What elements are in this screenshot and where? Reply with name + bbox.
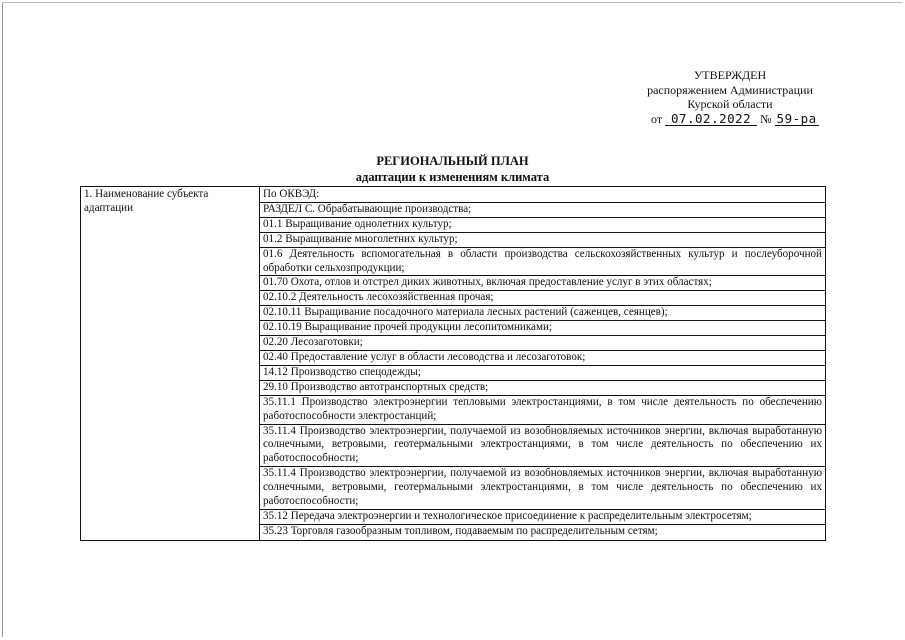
date-prefix: от <box>651 112 663 126</box>
list-item: 35.11.1 Производство электроэнергии тепловыми электростанциями, в том числе деятельность по обеспечению работоспособности электростанций; <box>260 396 825 425</box>
list-item: 01.2 Выращивание многолетних культур; <box>260 233 825 248</box>
list-item: 02.10.11 Выращивание посадочного материала лесных растений (саженцев, сеянцев); <box>260 306 825 321</box>
approval-number: 59-ра <box>776 111 817 126</box>
list-item: 02.10.2 Деятельность лесохозяйственная прочая; <box>260 291 825 306</box>
approval-line-1: распоряжением Администрации <box>647 82 813 97</box>
list-item: 14.12 Производство спецодежды; <box>260 366 825 381</box>
list-item: 35.12 Передача электроэнергии и технологическое присоединение к распределительным электросетям; <box>260 510 825 525</box>
approval-date-line <box>651 112 819 126</box>
list-item: 35.11.4 Производство электроэнергии, получаемой из возобновляемых источников энергии, включая выработанную солнечными, ветровыми, геотермальными электростанциями, в том числе деятельность по обеспечению их работоспособности; <box>260 467 825 510</box>
list-item: 01.6 Деятельность вспомогательная в области производства сельскохозяйственных культур и послеуборочной обработки сельхозпродукции; <box>260 248 825 277</box>
list-item: 29.10 Производство автотранспортных средств; <box>260 381 825 396</box>
list-item: 02.40 Предоставление услуг в области лесоводства и лесозаготовок; <box>260 351 825 366</box>
list-item: По ОКВЭД: <box>260 188 825 203</box>
approval-stamp <box>600 68 860 112</box>
list-item: 02.20 Лесозаготовки; <box>260 336 825 351</box>
approval-heading: УТВЕРЖДЕН <box>693 68 767 82</box>
list-item: 35.11.4 Производство электроэнергии, получаемой из возобновляемых источников энергии, включая выработанную солнечными, ветровыми, геотермальными электростанциями, в том числе деятельность по обеспечению их работоспособности; <box>260 425 825 468</box>
list-item: 35.23 Торговля газообразным топливом, подаваемым по распределительным сетям; <box>263 524 658 537</box>
list-item: РАЗДЕЛ С. Обрабатывающие производства; <box>260 203 825 218</box>
table-cell-activities <box>260 187 826 541</box>
table-row <box>81 187 826 541</box>
table-cell-label: 1. Наименование субъекта адаптации <box>81 187 260 541</box>
plan-table <box>80 186 826 541</box>
approval-date: 07.02.2022 <box>665 112 757 126</box>
list-item: 01.70 Охота, отлов и отстрел диких животных, включая предоставление услуг в этих областях; <box>260 276 825 291</box>
list-item: 02.10.19 Выращивание прочей продукции лесопитомниками; <box>260 321 825 336</box>
approval-line-2: Курской области <box>687 97 773 112</box>
list-item: 01.1 Выращивание однолетних культур; <box>260 218 825 233</box>
number-prefix: № <box>760 112 772 126</box>
document-title: РЕГИОНАЛЬНЫЙ ПЛАН <box>376 154 529 168</box>
document-subtitle: адаптации к изменениям климата <box>355 170 550 184</box>
